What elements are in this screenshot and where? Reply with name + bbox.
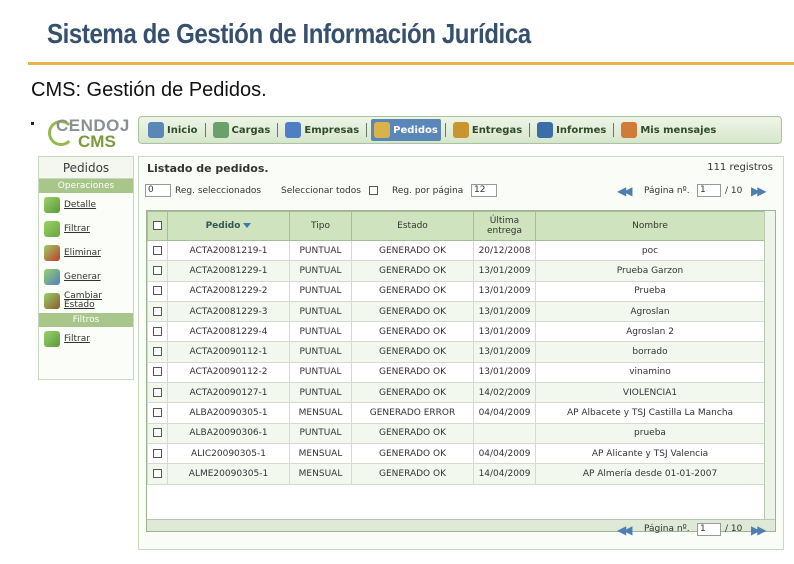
cell-nombre: borrado bbox=[536, 342, 765, 362]
cell-estado: GENERADO OK bbox=[352, 383, 474, 403]
nav-separator bbox=[613, 123, 614, 137]
first-prev-page-icon-bottom[interactable]: ◀◀ bbox=[617, 523, 630, 537]
cell-tipo: PUNTUAL bbox=[290, 301, 352, 321]
slide-subtitle: CMS: Gestión de Pedidos. bbox=[31, 79, 267, 101]
delete-icon bbox=[44, 245, 60, 261]
cell-nombre: Agroslan bbox=[536, 301, 765, 321]
sidebar-item-label: Detalle bbox=[64, 199, 97, 210]
sidebar-item-detalle[interactable] bbox=[39, 193, 133, 217]
nav-item-inicio[interactable] bbox=[145, 119, 201, 141]
sidebar-item-label: Filtrar bbox=[64, 333, 90, 344]
cell-estado: GENERADO OK bbox=[352, 443, 474, 463]
home-icon bbox=[148, 122, 164, 138]
table-row[interactable] bbox=[148, 241, 765, 261]
sidebar-title: Pedidos bbox=[39, 157, 133, 179]
cell-tipo: PUNTUAL bbox=[290, 362, 352, 382]
row-checkbox[interactable] bbox=[153, 388, 162, 397]
selected-count-label: Reg. seleccionados bbox=[175, 186, 262, 196]
cell-tipo: MENSUAL bbox=[290, 443, 352, 463]
page-label: Página nº. bbox=[644, 186, 690, 196]
column-header-ultima-entrega[interactable]: Última entrega bbox=[474, 212, 536, 241]
slide-title: Sistema de Gestión de Información Jurídica bbox=[47, 18, 531, 49]
page-total: / 10 bbox=[725, 186, 743, 196]
row-checkbox[interactable] bbox=[153, 449, 162, 458]
row-select-cell[interactable] bbox=[148, 342, 168, 362]
detail-icon bbox=[44, 197, 60, 213]
page-total-bottom: / 10 bbox=[725, 524, 743, 534]
nav-separator bbox=[277, 123, 278, 137]
nav-item-label: Informes bbox=[556, 124, 607, 136]
sidebar-item-generar[interactable] bbox=[39, 265, 133, 289]
cell-estado: GENERADO OK bbox=[352, 241, 474, 261]
row-checkbox[interactable] bbox=[153, 469, 162, 478]
operations-section-header: Operaciones bbox=[39, 179, 133, 193]
cell-nombre: poc bbox=[536, 241, 765, 261]
nav-item-label: Empresas bbox=[304, 124, 360, 136]
orders-panel bbox=[138, 156, 784, 550]
cell-tipo: PUNTUAL bbox=[290, 322, 352, 342]
cell-nombre: Prueba Garzon bbox=[536, 261, 765, 281]
table-row[interactable] bbox=[148, 342, 765, 362]
upload-icon bbox=[213, 122, 229, 138]
row-checkbox[interactable] bbox=[153, 428, 162, 437]
table-header-row bbox=[148, 212, 765, 241]
bottom-pager bbox=[139, 523, 783, 537]
column-header-estado[interactable]: Estado bbox=[352, 212, 474, 241]
cell-pedido: ALBA20090306-1 bbox=[168, 423, 290, 443]
cell-pedido: ACTA20090127-1 bbox=[168, 383, 290, 403]
box-icon bbox=[453, 122, 469, 138]
record-count: 111 registros bbox=[707, 162, 773, 173]
column-header-label: Pedido bbox=[205, 221, 241, 231]
nav-separator bbox=[529, 123, 530, 137]
panel-title: Listado de pedidos. bbox=[147, 161, 269, 175]
header-select-checkbox-cell[interactable] bbox=[148, 212, 168, 241]
logo-text-cms: CMS bbox=[78, 132, 116, 151]
row-select-cell[interactable] bbox=[148, 423, 168, 443]
row-select-cell[interactable] bbox=[148, 403, 168, 423]
page-number-input[interactable]: 1 bbox=[697, 184, 721, 197]
cell-nombre: AP Almería desde 01-01-2007 bbox=[536, 464, 765, 484]
filter-icon bbox=[44, 331, 60, 347]
cell-ultima-entrega: 20/12/2008 bbox=[474, 241, 536, 261]
sort-descending-icon bbox=[243, 223, 251, 228]
table-row[interactable] bbox=[148, 464, 765, 484]
generate-icon bbox=[44, 269, 60, 285]
cell-estado: GENERADO OK bbox=[352, 464, 474, 484]
nav-item-informes[interactable] bbox=[534, 119, 609, 141]
nav-item-label: Mis mensajes bbox=[640, 124, 717, 136]
cell-estado: GENERADO OK bbox=[352, 423, 474, 443]
row-select-cell[interactable] bbox=[148, 301, 168, 321]
cell-tipo: PUNTUAL bbox=[290, 241, 352, 261]
cell-estado: GENERADO OK bbox=[352, 261, 474, 281]
cell-pedido: ALME20090305-1 bbox=[168, 464, 290, 484]
cell-ultima-entrega: 13/01/2009 bbox=[474, 281, 536, 301]
cell-pedido: ACTA20090112-1 bbox=[168, 342, 290, 362]
select-all-checkbox[interactable] bbox=[369, 186, 378, 195]
row-checkbox[interactable] bbox=[153, 408, 162, 417]
next-last-page-icon-bottom[interactable]: ▶▶ bbox=[751, 523, 764, 537]
main-navigation bbox=[138, 116, 782, 144]
cell-nombre: prueba bbox=[536, 423, 765, 443]
table-row[interactable] bbox=[148, 383, 765, 403]
sidebar-item-cambiar-estado[interactable] bbox=[39, 289, 133, 313]
nav-item-label: Cargas bbox=[231, 124, 271, 136]
cell-estado: GENERADO OK bbox=[352, 322, 474, 342]
cell-nombre: AP Albacete y TSJ Castilla La Mancha bbox=[536, 403, 765, 423]
row-select-cell[interactable] bbox=[148, 383, 168, 403]
sidebar-item-label: Cambiar Estado bbox=[64, 291, 102, 310]
sidebar bbox=[38, 156, 134, 380]
cell-ultima-entrega: 13/01/2009 bbox=[474, 342, 536, 362]
row-checkbox[interactable] bbox=[153, 307, 162, 316]
filter-icon bbox=[44, 221, 60, 237]
cell-pedido: ACTA20081229-4 bbox=[168, 322, 290, 342]
page-label-bottom: Página nº. bbox=[644, 524, 690, 534]
title-divider bbox=[28, 62, 794, 65]
sidebar-item-filtrar[interactable] bbox=[39, 217, 133, 241]
nav-item-label: Pedidos bbox=[393, 124, 438, 136]
cell-pedido: ACTA20081229-1 bbox=[168, 261, 290, 281]
sidebar-item-label: Eliminar bbox=[64, 247, 101, 258]
cell-tipo: MENSUAL bbox=[290, 403, 352, 423]
cell-ultima-entrega: 14/02/2009 bbox=[474, 383, 536, 403]
selected-count-field: 0 bbox=[145, 184, 171, 197]
cell-estado: GENERADO OK bbox=[352, 342, 474, 362]
filters-section-header: Filtros bbox=[39, 313, 133, 327]
table-row[interactable] bbox=[148, 301, 765, 321]
cell-pedido: ACTA20081219-1 bbox=[168, 241, 290, 261]
column-header-pedido[interactable] bbox=[168, 212, 290, 241]
page-number-input-bottom[interactable]: 1 bbox=[697, 523, 721, 536]
row-select-cell[interactable] bbox=[148, 322, 168, 342]
per-page-label: Reg. por página bbox=[392, 186, 464, 196]
row-select-cell[interactable] bbox=[148, 281, 168, 301]
row-select-cell[interactable] bbox=[148, 362, 168, 382]
select-all-label: Seleccionar todos bbox=[281, 186, 361, 196]
cell-estado: GENERADO OK bbox=[352, 301, 474, 321]
cell-ultima-entrega: 04/04/2009 bbox=[474, 403, 536, 423]
table-row[interactable] bbox=[148, 281, 765, 301]
row-checkbox[interactable] bbox=[153, 367, 162, 376]
per-page-input[interactable]: 12 bbox=[471, 184, 497, 197]
row-checkbox[interactable] bbox=[153, 246, 162, 255]
list-toolbar bbox=[145, 184, 777, 200]
vertical-scrollbar[interactable] bbox=[764, 211, 775, 519]
column-header-nombre[interactable]: Nombre bbox=[536, 212, 765, 241]
cell-tipo: PUNTUAL bbox=[290, 342, 352, 362]
nav-item-entregas[interactable] bbox=[450, 119, 525, 141]
cell-estado: GENERADO OK bbox=[352, 362, 474, 382]
sidebar-item-label: Generar bbox=[64, 271, 101, 282]
logo-text-cendoj: CENDOJ bbox=[56, 116, 130, 135]
cendoj-cms-logo bbox=[38, 114, 134, 154]
row-checkbox[interactable] bbox=[153, 347, 162, 356]
row-select-cell[interactable] bbox=[148, 241, 168, 261]
cell-ultima-entrega: 13/01/2009 bbox=[474, 261, 536, 281]
table-row[interactable] bbox=[148, 423, 765, 443]
sidebar-item-filtrar[interactable] bbox=[39, 327, 133, 351]
clock-icon bbox=[374, 122, 390, 138]
nav-separator bbox=[205, 123, 206, 137]
cell-pedido: ACTA20090112-2 bbox=[168, 362, 290, 382]
table-row[interactable] bbox=[148, 261, 765, 281]
nav-item-label: Entregas bbox=[471, 124, 523, 136]
sidebar-item-eliminar[interactable] bbox=[39, 241, 133, 265]
row-select-cell[interactable] bbox=[148, 261, 168, 281]
orders-table bbox=[146, 210, 776, 532]
cell-pedido: ACTA20081229-3 bbox=[168, 301, 290, 321]
cell-pedido: ALBA20090305-1 bbox=[168, 403, 290, 423]
table-row[interactable] bbox=[148, 403, 765, 423]
cell-ultima-entrega: 13/01/2009 bbox=[474, 301, 536, 321]
cell-ultima-entrega bbox=[474, 423, 536, 443]
cell-tipo: PUNTUAL bbox=[290, 423, 352, 443]
row-select-cell[interactable] bbox=[148, 443, 168, 463]
nav-item-label: Inicio bbox=[167, 124, 198, 136]
column-header-tipo[interactable]: Tipo bbox=[290, 212, 352, 241]
nav-separator bbox=[445, 123, 446, 137]
users-icon bbox=[285, 122, 301, 138]
nav-separator bbox=[366, 123, 367, 137]
header-checkbox[interactable] bbox=[153, 221, 162, 230]
row-checkbox[interactable] bbox=[153, 327, 162, 336]
cell-ultima-entrega: 14/04/2009 bbox=[474, 464, 536, 484]
first-prev-page-icon[interactable]: ◀◀ bbox=[617, 184, 630, 198]
cell-estado: GENERADO ERROR bbox=[352, 403, 474, 423]
nav-item-cargas[interactable] bbox=[210, 119, 274, 141]
cell-tipo: PUNTUAL bbox=[290, 261, 352, 281]
cell-tipo: PUNTUAL bbox=[290, 281, 352, 301]
nav-item-pedidos[interactable] bbox=[371, 119, 441, 141]
row-checkbox[interactable] bbox=[153, 266, 162, 275]
sidebar-item-label: Filtrar bbox=[64, 223, 90, 234]
next-last-page-icon[interactable]: ▶▶ bbox=[751, 184, 764, 198]
messages-icon bbox=[621, 122, 637, 138]
cell-ultima-entrega: 13/01/2009 bbox=[474, 362, 536, 382]
cell-nombre: AP Alicante y TSJ Valencia bbox=[536, 443, 765, 463]
cell-nombre: Agroslan 2 bbox=[536, 322, 765, 342]
change-state-icon bbox=[44, 293, 60, 309]
cell-estado: GENERADO OK bbox=[352, 281, 474, 301]
cell-ultima-entrega: 04/04/2009 bbox=[474, 443, 536, 463]
cell-tipo: MENSUAL bbox=[290, 464, 352, 484]
row-select-cell[interactable] bbox=[148, 464, 168, 484]
row-checkbox[interactable] bbox=[153, 286, 162, 295]
table-row[interactable] bbox=[148, 362, 765, 382]
table-row[interactable] bbox=[148, 322, 765, 342]
table-row[interactable] bbox=[148, 443, 765, 463]
cell-tipo: PUNTUAL bbox=[290, 383, 352, 403]
bullet-marker bbox=[31, 122, 34, 125]
nav-item-empresas[interactable] bbox=[282, 119, 362, 141]
cell-nombre: Prueba bbox=[536, 281, 765, 301]
cell-nombre: vinamino bbox=[536, 362, 765, 382]
chart-icon bbox=[537, 122, 553, 138]
cell-nombre: VIOLENCIA1 bbox=[536, 383, 765, 403]
cell-pedido: ACTA20081229-2 bbox=[168, 281, 290, 301]
nav-item-mis-mensajes[interactable] bbox=[618, 119, 719, 141]
cell-ultima-entrega: 13/01/2009 bbox=[474, 322, 536, 342]
cell-pedido: ALIC20090305-1 bbox=[168, 443, 290, 463]
